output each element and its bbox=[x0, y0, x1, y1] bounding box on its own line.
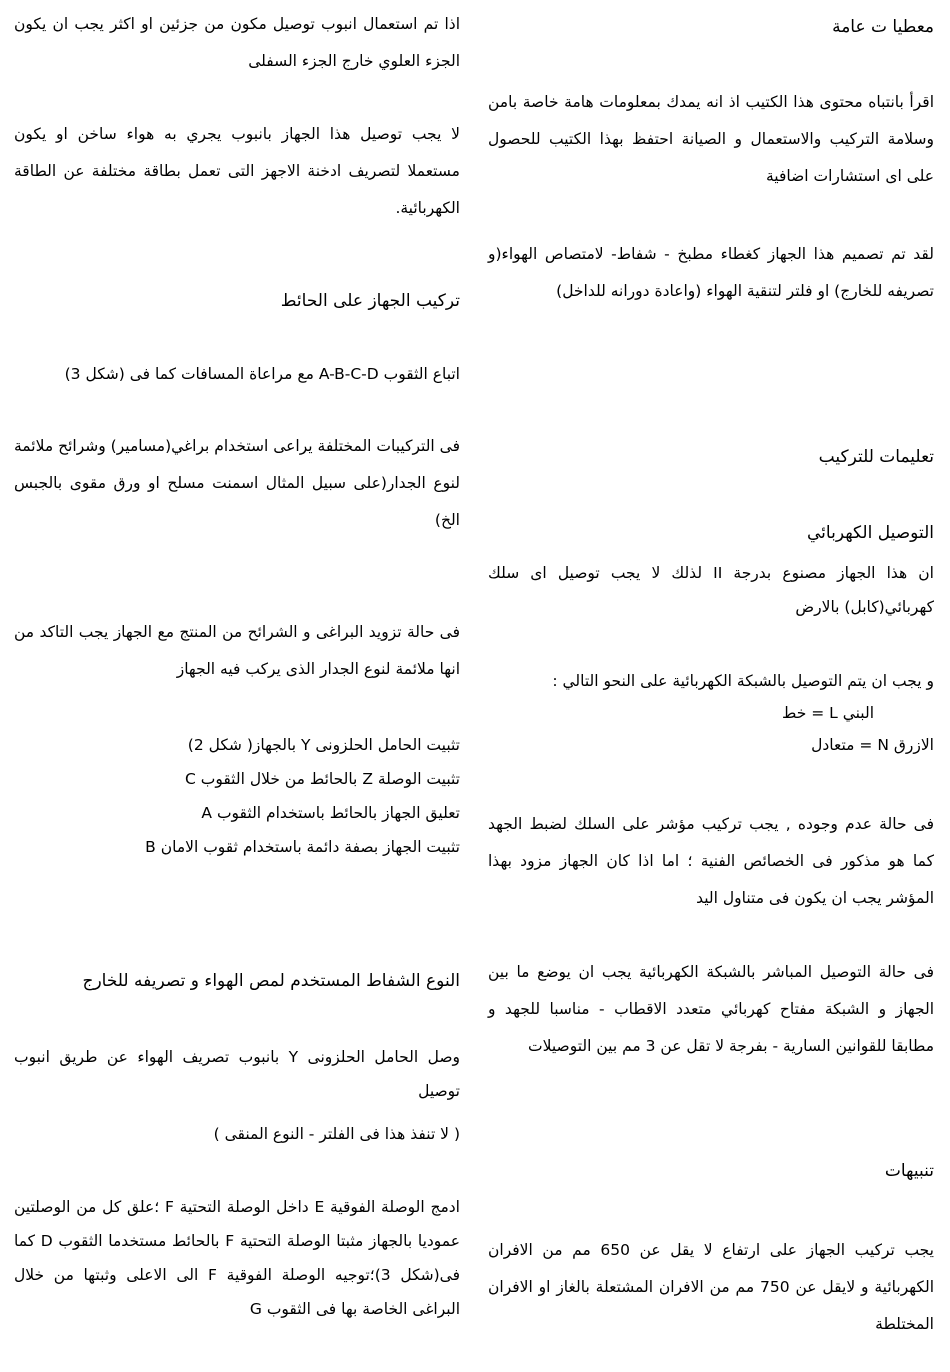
exhaust-connection-paragraph: وصل الحامل الحلزونى Y بانبوب تصريف الهواء عن طريق انبوب توصيل bbox=[14, 1048, 460, 1100]
wiring-section bbox=[488, 665, 934, 761]
direct-connection-paragraph: فى حالة التوصيل المباشر بالشبكة الكهربائية يجب ان يوضع ما بين الجهاز و الشبكة مفتاح كهربائي متعدد الاقطاب - مناسبا للجهد و مطابقا للقوانين السارية - بفرجة لا تقل عن 3 مم بين التوصيلات bbox=[488, 963, 934, 1055]
filter-note: ( لا تنفذ هذا فى الفلتر - النوع المنقى ) bbox=[213, 1125, 460, 1143]
mounting-step: تثبيت الوصلة Z بالحائط من خلال الثقوب C bbox=[184, 770, 460, 788]
pipe-parts-paragraph: اذا تم استعمال انبوب توصيل مكون من جزئين او اكثر يجب ان يكون الجزء العلوي خارج الجزء السفلى bbox=[14, 15, 460, 70]
holes-paragraph: اتباع الثقوب A-B-C-D مع مراعاة المسافات كما فى (شكل 3) bbox=[64, 365, 460, 383]
warnings-heading: تنبيهات bbox=[884, 1161, 934, 1181]
screws-paragraph: فى التركيبات المختلفة يراعى استخدام براغي(مسامير) وشرائح ملائمة لنوع الجدار(على سبيل المثال اسمنت مسلح او ورق مقوى بالجبس الخ) bbox=[14, 437, 460, 529]
blue-wire-line: الازرق N = متعادل bbox=[811, 736, 934, 754]
wall-mounting-heading: تركيب الجهاز على الحائط bbox=[280, 291, 460, 311]
electrical-class-paragraph: ان هذا الجهاز مصنوع بدرجة II لذلك لا يجب توصيل اى سلك كهربائي(كابل) بالارض bbox=[488, 564, 934, 616]
mounting-step: تعليق الجهاز بالحائط باستخدام الثقوب A bbox=[201, 804, 460, 822]
mounting-step: تثبيت الحامل الحلزونى Y بالجهاز( شكل 2) bbox=[187, 736, 460, 754]
supplied-screws-paragraph: فى حالة تزويد البراغى و الشرائح من المنتج مع الجهاز يجب التاكد من انها ملائمة لنوع الجدار الذى يركب فيه الجهاز bbox=[14, 623, 460, 678]
electrical-connection-heading: التوصيل الكهربائي bbox=[807, 523, 934, 543]
wiring-intro: و يجب ان يتم التوصيل بالشبكة الكهربائية على النحو التالي : bbox=[552, 672, 934, 690]
design-paragraph: لقد تم تصميم هذا الجهاز كغطاء مطبخ - شفاط- لامتصاص الهواء(و تصريفه للخارج) او فلتر لتنقية الهواء (واعادة دورانه للداخل) bbox=[488, 245, 934, 300]
mounting-steps bbox=[14, 728, 460, 864]
exhaust-type-heading: النوع الشفاط المستخدم لمص الهواء و تصريفه للخارج bbox=[82, 971, 460, 991]
filter-note-block bbox=[14, 1118, 460, 1150]
hot-air-paragraph: لا يجب توصيل هذا الجهاز بانبوب يجري به هواء ساخن او يكون مستعملا لتصريف ادخنة الاجهز التى تعمل بطاقة مختلفة عن الطاقة الكهربائية. bbox=[14, 125, 460, 217]
general-info-heading: معطيا ت عامة bbox=[832, 17, 934, 37]
installation-height-paragraph: يجب تركيب الجهاز على ارتفاع لا يقل عن 650 مم من الافران الكهربائية و لايقل عن 750 مم من الافران المشتعلة بالغاز او الافران المختلطة bbox=[488, 1241, 934, 1333]
brown-wire-line: البني L = خط bbox=[781, 704, 874, 722]
mounting-step: تثبيت الجهاز بصفة دائمة باستخدام ثقوب الامان B bbox=[145, 838, 460, 856]
indicator-paragraph: فى حالة عدم وجوده , يجب تركيب مؤشر على السلك لضبط الجهد كما هو مذكور فى الخصائص الفنية ؛ اما اذا كان الجهاز مزود بهذا المؤشر يجب ان يكون فى متناول اليد bbox=[488, 815, 934, 907]
duct-merge-paragraph: ادمج الوصلة الفوقية E داخل الوصلة التحتية F ؛علق كل من الوصلتين عموديا بالجهاز مثبتا الوصلة التحتية F بالحائط مستخدما الثقوب D كما فى(شكل 3)؛توجيه الوصلة الفوقية F الى الاعلى وثبتها من خلال البراغى الخاصة بها فى الثقوب G bbox=[14, 1198, 460, 1318]
general-info-paragraph: اقرأ بانتباه محتوى هذا الكتيب اذ انه يمدك بمعلومات هامة خاصة بامن وسلامة التركيب والاستعمال و الصيانة احتفظ بهذا الكتيب للحصول على اى استشارات اضافية bbox=[488, 93, 934, 185]
installation-heading: تعليمات للتركيب bbox=[818, 447, 934, 467]
